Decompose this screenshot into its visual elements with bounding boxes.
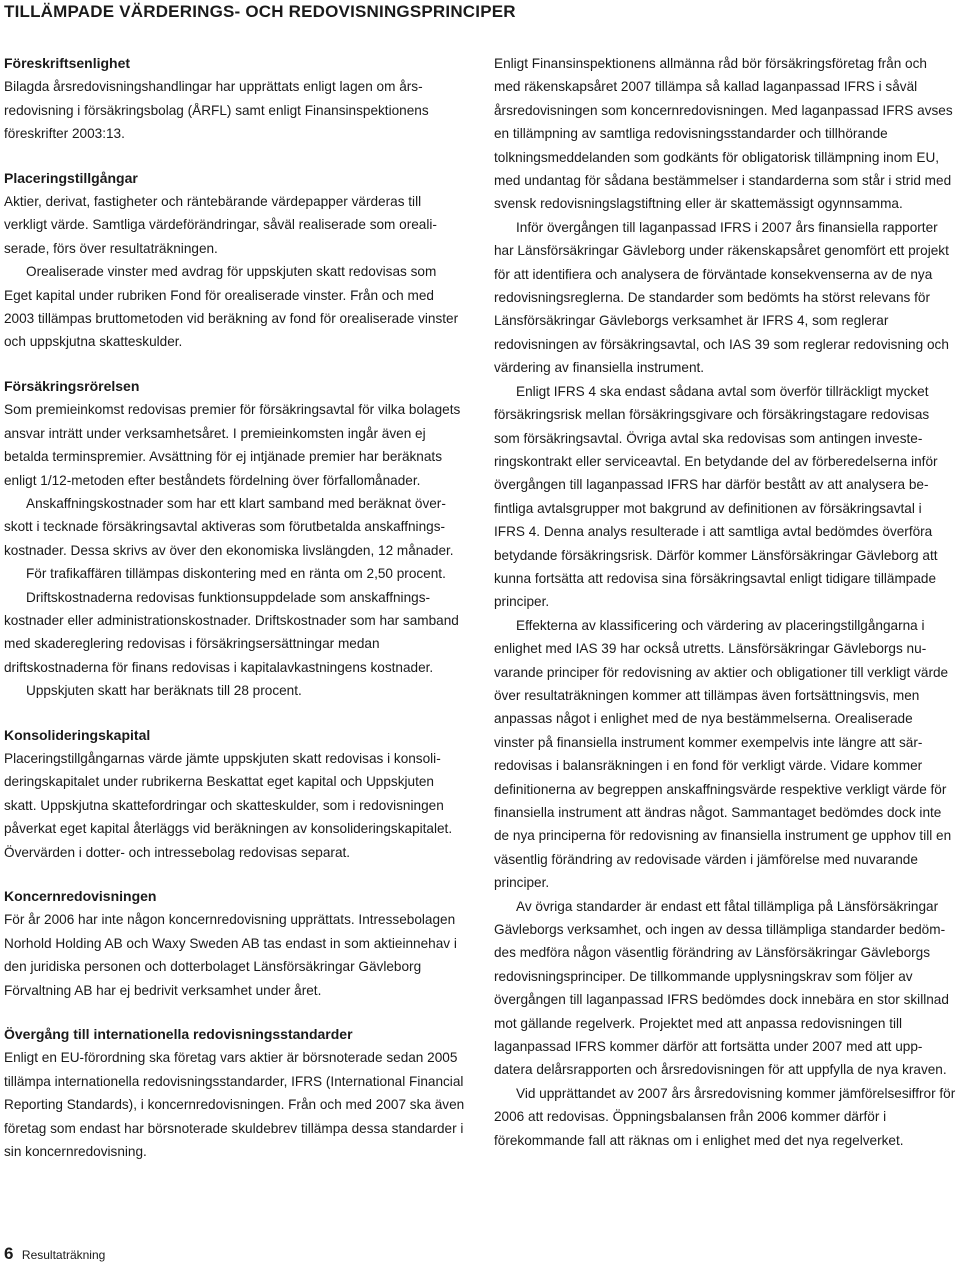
paragraph: För år 2006 har inte någon koncernredovisning upprättats. Intressebolagen Norhold Holding AB och Waxy Sweden AB tas endast in som aktieinnehav i den juridiska personen och dotterbolaget Länsförsäkringar Gävleborg Förvaltning AB har ej bedrivit verksamhet under året. — [4, 912, 457, 998]
paragraph: Orealiserade vinster med avdrag för uppskjuten skatt redovisas som Eget kapital under rubriken Fond för orealiserade vinster. Från och med 2003 tillämpas bruttometoden vid beräkning av fond för orealiserade vinster och uppskjutna skatteskulder. — [4, 264, 459, 350]
paragraph: Som premieinkomst redovisas premier för försäkringsavtal för vilka bolagets ansvar inträtt under verksamhetsåret. I premieinkomsten ingår även ej betalda terminspremier. Avsättning för ej intjänade premier har beräknats enligt 1/12-metoden efter beståndets fördelning över förfallomånader. — [4, 402, 461, 488]
paragraph: Vid upprättandet av 2007 års årsredovisning kommer jämförelsesiffror för 2006 att redovisas. Öppningsbalansen från 2006 kommer därför i förekommande fall att räknas om i enlighet med det nya regelverket. — [494, 1085, 956, 1148]
paragraph: Bilagda årsredovisningshandlingar har upprättats enligt lagen om årsredovisning i försäkringsbolag (ÅRFL) samt enligt Finansinspektionens föreskrifter 2003:13. — [4, 79, 429, 142]
section-ifrs-overgang — [4, 1023, 466, 1163]
paragraph: Effekterna av klassificering och värdering av placeringstillgångarna i enlighet med IAS 39 har också utretts. Länsförsäkringar Gävleborgs nuvarande principer för redovisning av aktier och obligationer till verkligt värde över resultaträkningen kommer att tillämpas även fortsättningsvis, men anpassas något i enlighet med de nya bestämmelserna. Orealiserade vinster på finansiella instrument kommer exempelvis inte längre att särredovisas i balansräkningen i en fond för verkligt värde. Vidare kommer definitionerna av begreppen anskaffningsvärde respektive verkligt värde för finansiella instrument att ändras något. Sammantaget bedömdes dock inte de nya principerna för redovisning av finansiella instrument ge upphov till en väsentlig förändring av redovisade värden i jämförelse med nuvarande principer. — [494, 617, 952, 891]
paragraph: Av övriga standarder är endast ett fåtal tillämpliga på Länsförsäkringar Gävleborgs verksamhet, och ingen av dessa tillämpliga standarder bedömdes medföra någon väsentlig förändring av Länsförsäkringar Gävleborgs redovisningsprinciper. De tillkommande upplysningskrav som följer av övergången till laganpassad IFRS bedömdes dock innebära en stor skillnad mot gällande regelverk. Projektet med att anpassa redovisningen till laganpassad IFRS kommer därför att fortsätta under 2007 med att uppdatera delårsrapporten och årsredovisningen för att uppfylla de nya kraven. — [494, 898, 949, 1078]
section-heading: Föreskriftsenlighet — [4, 55, 131, 71]
section-koncernredovisningen — [4, 885, 466, 1002]
paragraph: Aktier, derivat, fastigheter och räntebärande värdepapper värderas till verkligt värde. Samtliga värdeförändringar, såväl realiserade som orealiserade, förs över resultaträkningen. — [4, 194, 437, 256]
page-footer — [4, 1244, 105, 1264]
left-column — [4, 52, 466, 1184]
page-number: 6 — [4, 1244, 14, 1263]
section-foreskriftsenlighet — [4, 52, 466, 146]
section-forsakringsrorelsen — [4, 375, 466, 703]
paragraph: Inför övergången till laganpassad IFRS i 2007 års finansiella rapporter har Länsförsäkringar Gävleborg under räkenskapsåret genomfört ett projekt för att identifiera och analysera de förväntade konsekvenserna av de nya redovisningsreglerna. De standarder som bedömts ha störst relevans för Länsförsäkringar Gävleborgs verksamhet är IFRS 4, som reglerar redovisningen av försäkringsavtal, och IAS 39 som reglerar redovisning och värdering av finansiella instrument. — [494, 219, 949, 376]
paragraph: Enligt IFRS 4 ska endast sådana avtal som överför tillräckligt mycket försäkringsrisk mellan försäkringsgivare och försäkringstagare redovisas som försäkringsavtal. Övriga avtal ska redovisas som antingen investeringskontrakt eller serviceavtal. En betydande del av förberedelserna inför övergången till laganpassad IFRS har därför bestått av att analysera befintliga avtalsgrupper mot bakgrund av definitionen av försäkringsavtal i IFRS 4. Denna analys resulterade i att samtliga avtal bedömdes överföra betydande försäkringsrisk. Därför kommer Länsförsäkringar Gävleborg att kunna fortsätta att redovisa sina försäkringsavtal enligt tidigare tillämpade principer. — [494, 383, 938, 610]
paragraph: Uppskjuten skatt har beräknats till 28 procent. — [26, 683, 302, 699]
footer-section-label: Resultaträkning — [21, 1248, 106, 1262]
right-column — [494, 52, 956, 1152]
section-konsolideringskapital — [4, 724, 466, 864]
section-placeringstillgangar — [4, 167, 466, 354]
page-title: TILLÄMPADE VÄRDERINGS- OCH REDOVISNINGSPRINCIPER — [4, 2, 516, 21]
paragraph: Placeringstillgångarnas värde jämte uppskjuten skatt redovisas i konsolideringskapitalet under rubrikerna Beskattat eget kapital och Uppskjuten skatt. Uppskjutna skattefordringar och skatteskulder, som i redovisningen påverkat eget kapital återläggs vid beräkningen av konsolideringskapitalet. Övervärden i dotter- och intressebolag redovisas separat. — [4, 750, 453, 860]
paragraph: Anskaffningskostnader som har ett klart samband med beräknat överskott i tecknade försäkringsavtal aktiveras som förutbetalda anskaffningskostnader. Dessa skrivs av över den ekonomiska livslängden, 12 månader. — [4, 495, 454, 558]
section-heading: Koncernredovisningen — [4, 888, 157, 904]
paragraph: Driftskostnaderna redovisas funktionsuppdelade som anskaffningskostnader eller administrationskostnader. Driftskostnader som har samband med skadereglering redovisas i försäkringsersättningar medan driftskostnaderna för finans redovisas i kapitalavkastningens kostnader. — [4, 589, 459, 675]
paragraph: Enligt en EU-förordning ska företag vars aktier är börsnoterade sedan 2005 tillämpa internationella redovisningsstandarder, IFRS (International Financial Reporting Standards), i koncernredovisningen. Från och med 2007 ska även företag som endast har börsnoterade skuldebrev tillämpa dessa standarder i sin koncernredovisning. — [4, 1050, 465, 1160]
section-heading: Konsolideringskapital — [4, 726, 151, 743]
section-heading: Övergång till internationella redovisningsstandarder — [4, 1026, 353, 1043]
section-heading: Försäkringsrörelsen — [4, 377, 140, 394]
section-heading: Placeringstillgångar — [4, 169, 138, 186]
paragraph: För trafikaffären tillämpas diskontering med en ränta om 2,50 procent. — [26, 566, 446, 582]
paragraph: Enligt Finansinspektionens allmänna råd bör försäkringsföretag från och med räkenskapsåret 2007 tillämpa så kallad laganpassad IFRS i såväl årsredovisningen som koncernredovisningen. Med laganpassad IFRS avses en tillämpning av samtliga redovisningsstandarder och tillhörande tolkningsmeddelanden som godkänts för obligatorisk tillämpning inom EU, med undantag för sådana bestämmelser i standarderna som står i strid med svensk redovisningslagstiftning eller är skattemässigt ogynnsamma. — [494, 56, 953, 212]
